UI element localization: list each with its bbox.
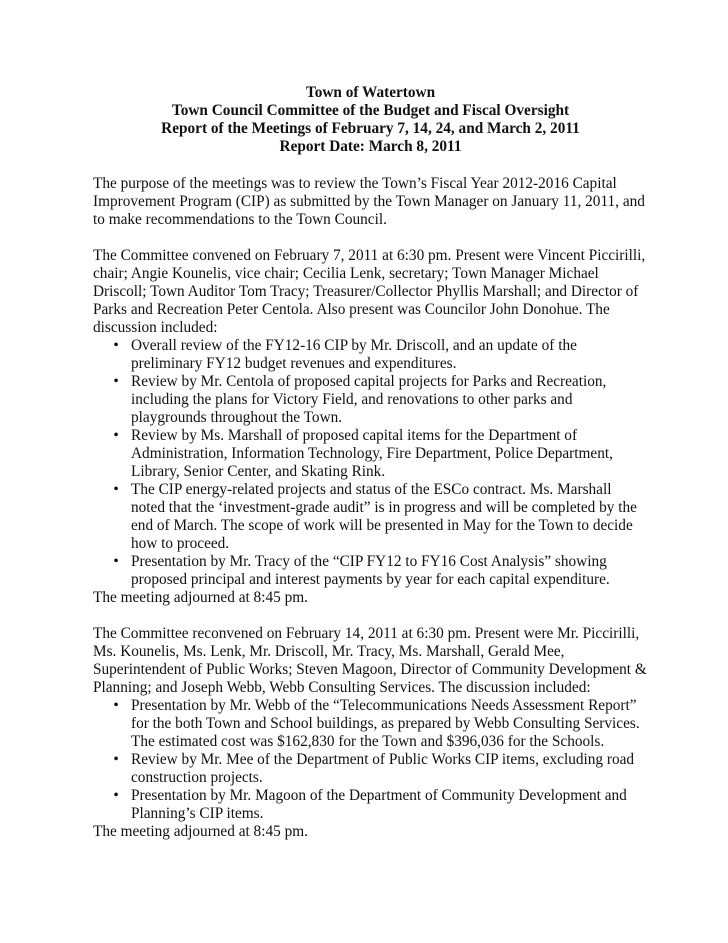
header-town: Town of Watertown <box>305 84 436 101</box>
bullet-icon: • <box>113 337 119 354</box>
meeting2-discussion-list <box>93 697 648 823</box>
spacer <box>93 229 648 247</box>
bullet-icon: • <box>113 427 119 444</box>
bullet-icon: • <box>113 553 119 570</box>
list-item <box>93 751 648 787</box>
list-item-text: Review by Mr. Mee of the Department of Public Works CIP items, excluding road construction projects. <box>131 751 635 786</box>
meeting1-discussion-list <box>93 337 648 589</box>
list-item <box>93 337 648 373</box>
header-report-title: Report of the Meetings of February 7, 14, 24, and March 2, 2011 <box>161 120 580 137</box>
header-committee: Town Council Committee of the Budget and Fiscal Oversight <box>171 102 570 119</box>
bullet-icon: • <box>113 787 119 804</box>
meeting2-intro: The Committee reconvened on February 14, 2011 at 6:30 pm. Present were Mr. Piccirilli, Ms. Kounelis, Ms. Lenk, Mr. Driscoll, Mr. Tracy, Ms. Marshall, Gerald Mee, Superintendent of Public Works; Steven Magoon, Director of Community Development & Planning; and Joseph Webb, Webb Consulting Services. The discussion included: <box>93 625 647 696</box>
spacer <box>93 607 648 625</box>
meeting1-intro: The Committee convened on February 7, 2011 at 6:30 pm. Present were Vincent Piccirilli, chair; Angie Kounelis, vice chair; Cecilia Lenk, secretary; Town Manager Michael Driscoll; Town Auditor Tom Tracy; Treasurer/Collector Phyllis Marshall; and Director of Parks and Recreation Peter Centola. Also present was Councilor John Donohue. The discussion included: <box>93 247 646 336</box>
list-item <box>93 787 648 823</box>
list-item-text: Presentation by Mr. Magoon of the Department of Community Development and Planning’s CIP items. <box>131 787 627 822</box>
list-item <box>93 553 648 589</box>
list-item <box>93 697 648 751</box>
list-item-text: Review by Ms. Marshall of proposed capital items for the Department of Administration, Information Technology, Fire Department, Police Department, Library, Senior Center, and Skating Rink. <box>131 427 613 480</box>
list-item-text: Review by Mr. Centola of proposed capital projects for Parks and Recreation, including the plans for Victory Field, and renovations to other parks and playgrounds throughout the Town. <box>131 373 607 426</box>
meeting2-adjourn: The meeting adjourned at 8:45 pm. <box>93 823 308 840</box>
list-item-text: Presentation by Mr. Webb of the “Telecommunications Needs Assessment Report” for the both Town and School buildings, as prepared by Webb Consulting Services. The estimated cost was $162,830 for the Town and $396,036 for the Schools. <box>131 697 640 750</box>
list-item <box>93 481 648 553</box>
bullet-icon: • <box>113 697 119 714</box>
header-report-date: Report Date: March 8, 2011 <box>279 138 462 155</box>
report-header <box>93 84 648 156</box>
list-item-text: Overall review of the FY12-16 CIP by Mr. Driscoll, and an update of the preliminary FY12 budget revenues and expenditures. <box>131 337 577 372</box>
purpose-paragraph: The purpose of the meetings was to review the Town’s Fiscal Year 2012-2016 Capital Improvement Program (CIP) as submitted by the Town Manager on January 11, 2011, and to make recommendations to the Town Council. <box>93 175 645 228</box>
meeting1-adjourn: The meeting adjourned at 8:45 pm. <box>93 589 308 606</box>
bullet-icon: • <box>113 751 119 768</box>
list-item-text: The CIP energy-related projects and status of the ESCo contract. Ms. Marshall noted that the ‘investment-grade audit” is in progress and will be completed by the end of March. The scope of work will be presented in May for the Town to decide how to proceed. <box>131 481 637 552</box>
bullet-icon: • <box>113 373 119 390</box>
list-item-text: Presentation by Mr. Tracy of the “CIP FY12 to FY16 Cost Analysis” showing proposed principal and interest payments by year for each capital expenditure. <box>131 553 610 588</box>
list-item <box>93 427 648 481</box>
list-item <box>93 373 648 427</box>
bullet-icon: • <box>113 481 119 498</box>
